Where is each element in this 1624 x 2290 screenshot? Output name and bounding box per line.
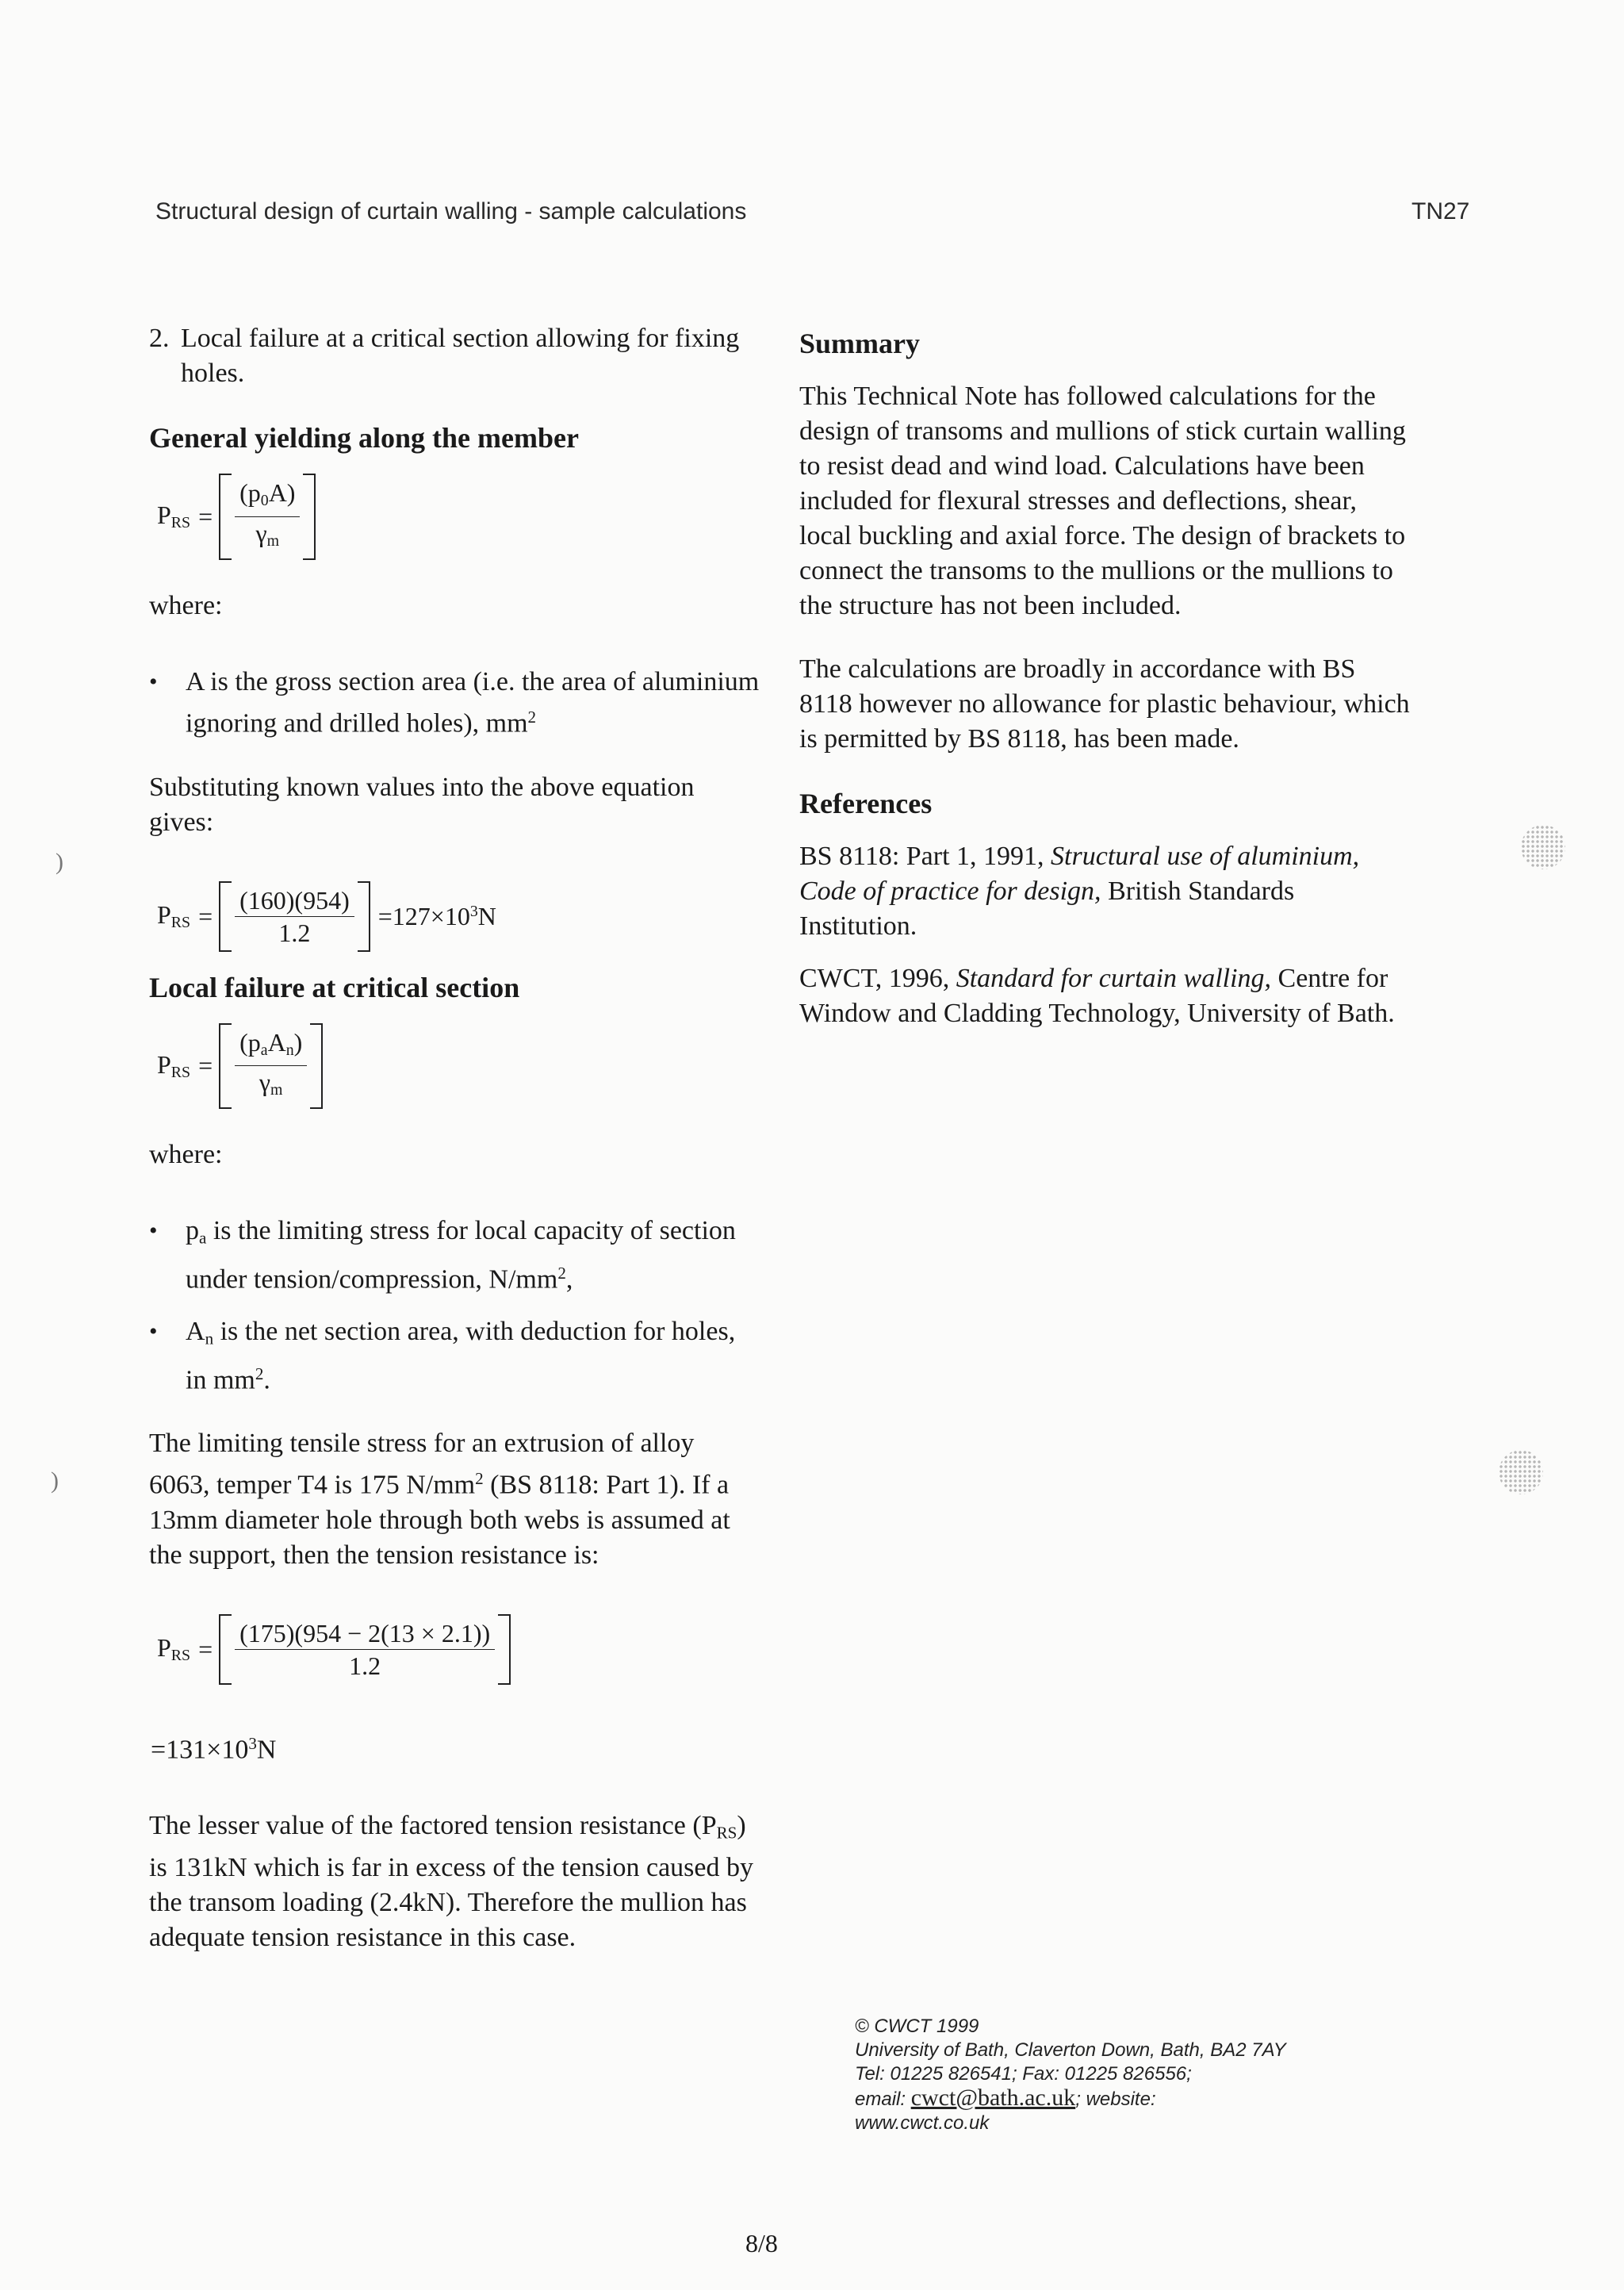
document-code: TN27 <box>1411 198 1470 224</box>
scan-artifact-icon: ) <box>51 1467 59 1494</box>
heading-general-yielding: General yielding along the member <box>149 422 579 454</box>
document-header-title: Structural design of curtain walling - sample calculations <box>155 198 747 224</box>
copyright: © CWCT 1999 <box>855 2016 979 2037</box>
reference-bs8118: BS 8118: Part 1, 1991, Structural use of aluminium, Code of practice for design, British Standards Institution. <box>799 842 1360 941</box>
heading-local-failure: Local failure at critical section <box>149 971 520 1003</box>
equation-local-failure: $P_{RS}$ = $(p_aA_n)$ $\gamma_m$ <box>157 1023 760 1110</box>
heading-references: References <box>799 788 933 819</box>
bullet-limiting-stress: • $p_a$ is the limiting stress for local capacity of section under tension/compression, $N/mm^2$, <box>149 1216 736 1295</box>
equation-general-yielding-numeric: $P_{RS}$ = $\frac{(160)(954)}{1.2}$ $=127\times 10^3N$ <box>157 881 760 952</box>
address: University of Bath, Claverton Down, Bath, BA2 7AY <box>855 2039 1286 2061</box>
item-text: Local failure at a critical section allowing for fixing holes. <box>181 324 740 388</box>
page-number: 8/8 <box>745 2229 778 2257</box>
website-link[interactable]: www.cwct.co.uk <box>855 2112 990 2134</box>
summary-paragraph-2: The calculations are broadly in accordance with BS 8118 however no allowance for plastic behaviour, which is permitted by BS 8118, has been made. <box>799 654 1410 754</box>
binding-hole-mark-icon <box>1521 825 1565 869</box>
reference-cwct: CWCT, 1996, Standard for curtain walling, Centre for Window and Cladding Technology, University of Bath. <box>799 964 1395 1028</box>
summary-paragraph-1: This Technical Note has followed calculations for the design of transoms and mullions of stick curtain walling to resist dead and wind load. Calculations have been included for flexural stresses and deflections, shear, local buckling and axial force. The design of brackets to connect the transoms to the mullions or the mullions to the structure has not been included. <box>799 382 1406 620</box>
right-column <box>799 325 1410 1031</box>
bullet-net-area: • $A_n$ is the net section area, with deduction for holes, in $mm^2$. <box>149 1317 736 1395</box>
item-number: 2. <box>149 324 170 353</box>
footer-contact <box>855 2015 1362 2135</box>
where-label: where: <box>149 590 223 620</box>
equation-general-yielding: $P_{RS}$ = $\frac{(p_0A)}{\gamma_m}$ <box>157 474 760 560</box>
limiting-stress-paragraph: The limiting tensile stress for an extrusion of alloy 6063, temper T4 is 175 $N/mm^2$ (BS 8118: Part 1). If a 13mm diameter hole through both webs is assumed at the support, then the tension resistance is: <box>149 1429 730 1570</box>
numbered-item-2 <box>149 321 760 391</box>
tension-result: $=131\times 10^3N$ <box>151 1733 277 1765</box>
binding-hole-mark-icon <box>1499 1450 1543 1494</box>
equation-tension-resistance: $P_{RS}$ = $\frac{(175)(954 - 2(13 \times 2.1))}{1.2}$ <box>157 1614 760 1685</box>
email-link[interactable]: cwct@bath.ac.uk <box>910 2085 1076 2111</box>
where-label: where: <box>149 1140 223 1170</box>
substitution-text: Substituting known values into the above equation gives: <box>149 772 695 837</box>
left-column <box>149 321 760 1955</box>
scan-artifact-icon: ) <box>56 849 63 875</box>
bullet-gross-area: • A is the gross section area (i.e. the area of aluminium ignoring and drilled holes), $mm^2$ <box>149 666 760 738</box>
conclusion-paragraph: The lesser value of the factored tension resistance $(P_{RS})$ is 131kN which is far in excess of the tension caused by the transom loading (2.4kN). Therefore the mullion has adequate tension resistance in this case. <box>149 1811 753 1952</box>
email-line: email: cwct@bath.ac.uk; website: <box>855 2085 1156 2111</box>
heading-summary: Summary <box>799 328 920 359</box>
phone-fax: Tel: 01225 826541; Fax: 01225 826556; <box>855 2063 1192 2085</box>
